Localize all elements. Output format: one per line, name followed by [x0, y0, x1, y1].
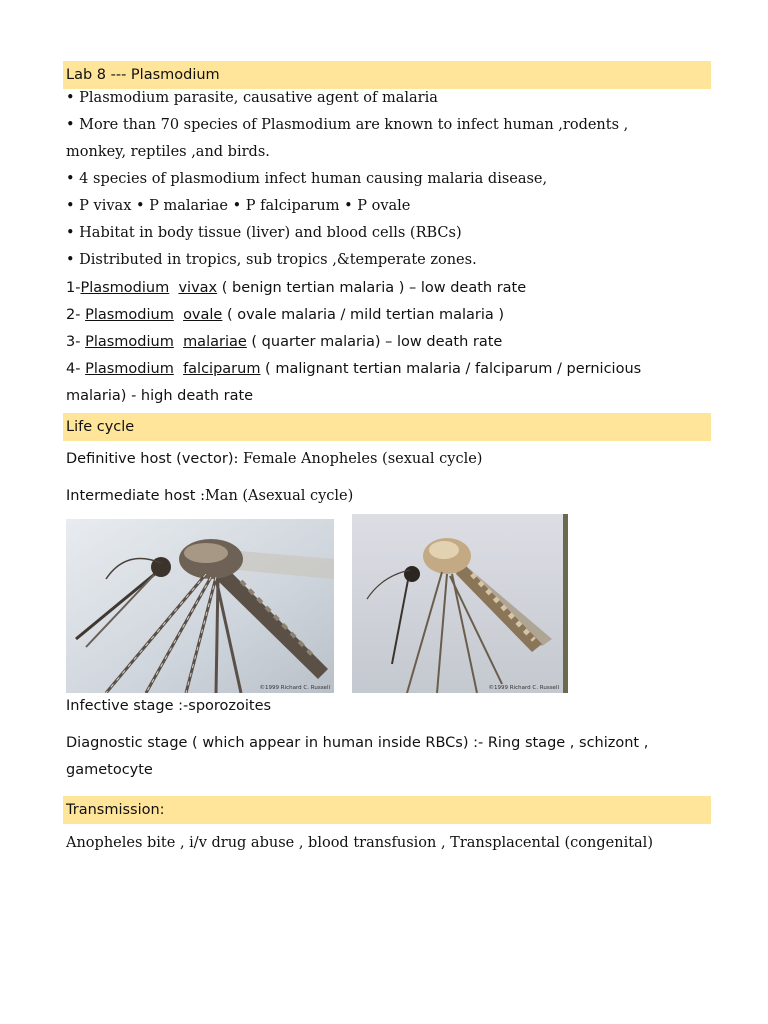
section-header-lab: Lab 8 --- Plasmodium — [63, 61, 711, 89]
species-desc: ( benign tertian malaria ) – low death rate — [217, 280, 527, 296]
species-num: 2- — [66, 307, 86, 323]
intro-line-4: • 4 species of plasmodium infect human causing malaria disease, — [66, 171, 548, 187]
species-line-4-cont: malaria) - high death rate — [66, 388, 254, 404]
species-name: falciparum — [183, 361, 261, 377]
species-desc: ( quarter malaria) – low death rate — [246, 334, 503, 350]
species-line-3 — [66, 332, 502, 352]
photo-credit-1: ©1999 Richard C. Russell — [259, 685, 330, 691]
species-desc: ( malignant tertian malaria / falciparum / pernicious — [260, 361, 642, 377]
intro-line-3: monkey, reptiles ,and birds. — [66, 144, 270, 160]
intermediate-host-value: :Man (Asexual cycle) — [200, 488, 354, 504]
species-name: vivax — [178, 280, 218, 296]
transmission-line: Anopheles bite , i/v drug abuse , blood transfusion , Transplacental (congenital) — [66, 835, 653, 851]
intro-line-6: • Habitat in body tissue (liver) and blood cells (RBCs) — [66, 225, 462, 241]
species-genus: Plasmodium — [85, 307, 174, 323]
mosquito-photo-1 — [66, 519, 334, 693]
intermediate-host-label: Intermediate host — [66, 488, 201, 504]
diagnostic-stage-line-1: Diagnostic stage ( which appear in human inside RBCs) :- Ring stage , schizont , — [66, 735, 649, 751]
section-header-life-cycle: Life cycle — [63, 413, 711, 441]
intro-line-7: • Distributed in tropics, sub tropics ,&temperate zones. — [66, 252, 477, 268]
species-num: 3- — [66, 334, 86, 350]
species-genus: Plasmodium — [85, 361, 174, 377]
definitive-host-value: : Female Anopheles (sexual cycle) — [233, 451, 483, 467]
mosquito-photo-2 — [352, 514, 568, 693]
species-genus: Plasmodium — [80, 280, 170, 296]
species-genus: Plasmodium — [85, 334, 174, 350]
photo-credit-2: ©1999 Richard C. Russell — [488, 685, 559, 691]
intro-line-1: • Plasmodium parasite, causative agent of malaria — [66, 90, 438, 106]
diagnostic-stage-line-2: gametocyte — [66, 762, 153, 778]
species-name: malariae — [183, 334, 247, 350]
species-name: ovale — [183, 307, 223, 323]
species-line-1 — [66, 278, 526, 298]
infective-stage-line: Infective stage :-sporozoites — [66, 698, 272, 714]
species-num: 4- — [66, 361, 86, 377]
species-line-4 — [66, 359, 641, 379]
species-num: 1- — [66, 280, 81, 296]
intermediate-host-line — [66, 486, 353, 506]
definitive-host-line — [66, 449, 482, 469]
species-line-2 — [66, 305, 504, 325]
species-desc: ( ovale malaria / mild tertian malaria ) — [222, 307, 505, 323]
section-header-transmission: Transmission: — [63, 796, 711, 824]
intro-line-2: • More than 70 species of Plasmodium are known to infect human ,rodents , — [66, 117, 629, 133]
intro-line-5: • P vivax • P malariae • P falciparum • P ovale — [66, 198, 411, 214]
definitive-host-label: Definitive host (vector) — [66, 451, 234, 467]
